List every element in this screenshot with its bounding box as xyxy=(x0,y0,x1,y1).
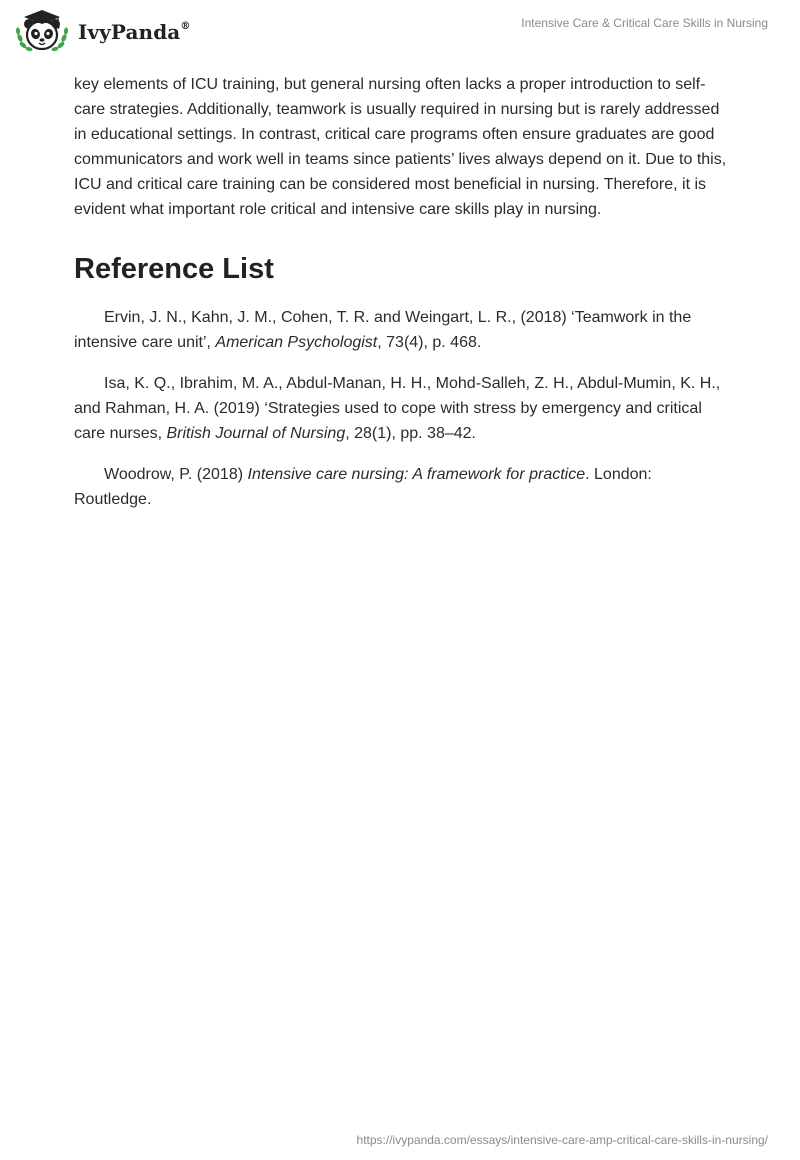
reference-entry: Ervin, J. N., Kahn, J. M., Cohen, T. R. and Weingart, L. R., (2018) ‘Teamwork in the intensive care unit’, American Psychologist, 73(4), p. 468. xyxy=(74,309,692,351)
reference-entry: Woodrow, P. (2018) Intensive care nursing: A framework for practice. London: Routledge. xyxy=(74,466,652,508)
brand-name: IvyPanda® xyxy=(78,20,191,44)
page-header xyxy=(0,0,800,62)
panda-graduation-cap-icon xyxy=(14,8,76,54)
reference-entry: Isa, K. Q., Ibrahim, M. A., Abdul-Manan, H. H., Mohd-Salleh, Z. H., Abdul-Mumin, K. H., and Rahman, H. A. (2019) ‘Strategies used to cope with stress by emergency and critical care nurses, British Journal of Nursing, 28(1), pp. 38–42. xyxy=(74,375,721,442)
source-url-link[interactable]: https://ivypanda.com/essays/intensive-care-amp-critical-care-skills-in-nursing/ xyxy=(356,1133,768,1147)
body-paragraph: key elements of ICU training, but general nursing often lacks a proper introduction to self-care strategies. Additionally, teamwork is usually required in nursing but is rarely addressed in educational settings. In contrast, critical care programs often ensure graduates are good communicators and work well in teams since patients’ lives always depend on it. Due to this, ICU and critical care training can be considered most beneficial in nursing. Therefore, it is evident what important role critical and intensive care skills play in nursing. xyxy=(74,76,727,218)
ivypanda-logo[interactable] xyxy=(14,8,190,54)
document-title: Intensive Care & Critical Care Skills in Nursing xyxy=(521,16,768,30)
reference-list-heading: Reference List xyxy=(74,253,274,285)
page-content xyxy=(74,72,730,528)
